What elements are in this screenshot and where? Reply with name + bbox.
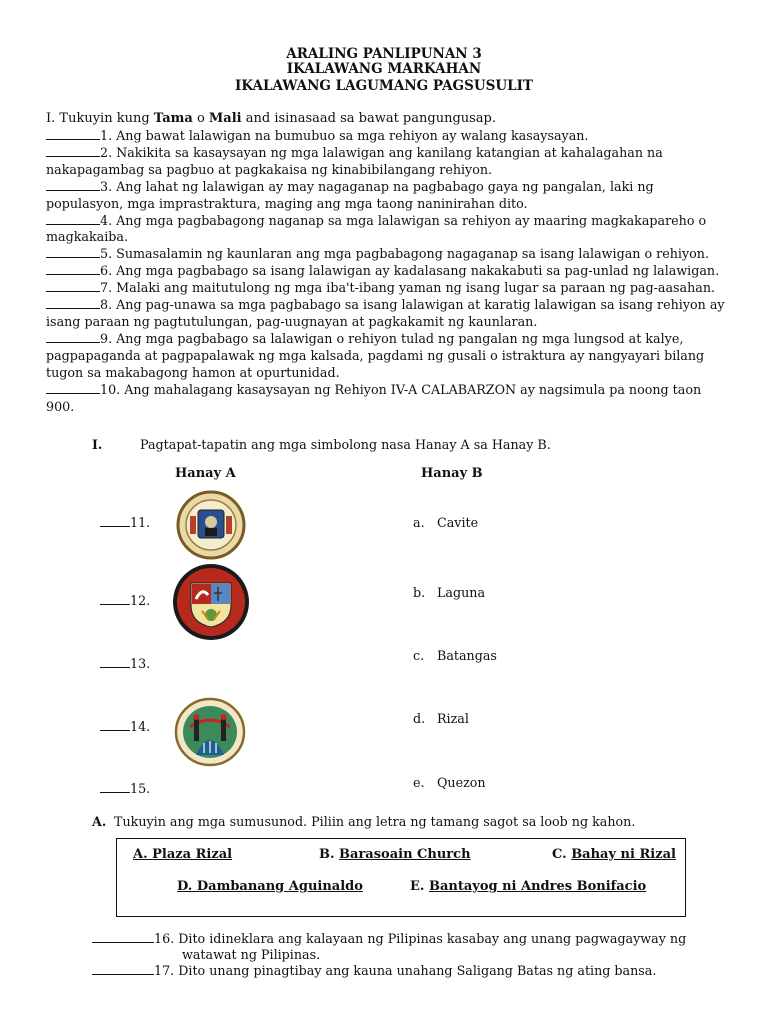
match-number: 11. <box>130 515 151 530</box>
item-number: 5. <box>100 246 113 262</box>
hanay-b-option <box>413 775 486 790</box>
option-name: Batangas <box>437 648 497 663</box>
item-number: 10. <box>100 381 121 397</box>
laguna-seal-icon <box>172 563 250 641</box>
answer-blank[interactable] <box>100 719 130 731</box>
item-number: 6. <box>100 263 113 279</box>
question-text: Dito unang pinagtibay ang kauna unahang Saligang Batas ng ating bansa. <box>174 963 657 978</box>
list-item <box>46 382 726 416</box>
item-number: 3. <box>100 178 113 194</box>
answer-blank[interactable] <box>46 145 100 157</box>
item-text: Ang mahalagang kasaysayan ng Rehiyon IV-A CALABARZON ay nagsimula pa noong taon 900. <box>46 381 702 414</box>
list-item <box>46 263 726 280</box>
item-text: Ang mga pagbabago sa lalawigan o rehiyon tulad ng pangalan ng mga lungsod at kalye, pagpapaganda at pagpapalawak ng mga kalsada, pagdami ng gusali o istraktura ay nangyayari bilang tugon sa makabagong hamon at opurtunidad. <box>46 330 705 380</box>
answer-blank[interactable] <box>92 931 154 943</box>
choice-letter: E. <box>410 879 425 894</box>
choice-letter: D. <box>177 879 193 894</box>
item-text: Ang lahat ng lalawigan ay may nagaganap na pagbabago gaya ng pangalan, laki ng populasyon, mga imprastraktura, maging ang mga taong naninirahan dito. <box>46 178 654 211</box>
match-item-15 <box>100 781 150 796</box>
choice-d <box>177 879 363 894</box>
instr-pre: I. Tukuyin kung <box>46 111 154 126</box>
item-text: Nakikita sa kasaysayan ng mga lalawigan ang kanilang katangian at kahalagahan na nakapagambag sa pagbuo at pagkakaisa ng kinabibilangang rehiyon. <box>46 144 663 177</box>
item-number: 8. <box>100 297 113 313</box>
title-test: IKALAWANG LAGUMANG PAGSUSULIT <box>235 78 533 94</box>
answer-blank[interactable] <box>46 179 100 191</box>
choice-name: Plaza Rizal <box>152 847 233 862</box>
instr-o: o <box>192 111 209 126</box>
instr-post: and isinasaad sa bawat pangungusap. <box>241 111 497 126</box>
option-letter: d. <box>413 711 426 726</box>
option-letter: e. <box>413 775 425 790</box>
hanay-b-header: Hanay B <box>421 466 483 481</box>
item-number: 7. <box>100 280 113 296</box>
answer-blank[interactable] <box>46 280 100 292</box>
instr-mali: Mali <box>208 111 242 126</box>
part1-instruction <box>46 111 496 126</box>
question-text: Dito idineklara ang kalayaan ng Pilipinas kasabay ang unang pagwagayway ng <box>174 931 687 946</box>
item-number: 4. <box>100 212 113 228</box>
part3-letter: A. <box>92 814 107 829</box>
item-text: Malaki ang maitutulong ng mga iba't-ibang yaman ng isang lugar sa paraan ng pag-aasahan. <box>112 280 716 296</box>
item-text: Ang bawat lalawigan na bumubuo sa mga rehiyon ay walang kasaysayan. <box>112 128 589 143</box>
option-name: Laguna <box>437 585 486 600</box>
cavite-seal-icon <box>176 490 246 560</box>
choice-name: Dambanang Aguinaldo <box>196 879 363 894</box>
choice-a <box>133 847 232 862</box>
match-number: 12. <box>130 593 151 608</box>
title-subject: ARALING PANLIPUNAN 3 <box>286 46 482 62</box>
item-number: 1. <box>100 128 113 143</box>
hanay-b-option <box>413 648 497 663</box>
answer-blank[interactable] <box>92 963 154 975</box>
instr-tama: Tama <box>153 111 193 126</box>
choice-letter: A. <box>133 847 148 862</box>
match-number: 13. <box>130 656 151 671</box>
choice-name: Bahay ni Rizal <box>571 847 676 862</box>
item-number: 9. <box>100 330 113 346</box>
answer-blank[interactable] <box>46 263 100 275</box>
answer-blank[interactable] <box>46 382 100 394</box>
list-item <box>46 280 726 297</box>
option-letter: c. <box>413 648 425 663</box>
answer-blank[interactable] <box>100 593 130 605</box>
answer-blank[interactable] <box>46 213 100 225</box>
true-false-list <box>46 128 726 415</box>
answer-blank[interactable] <box>46 246 100 258</box>
choice-name: Barasoain Church <box>339 847 471 862</box>
question-text-cont: watawat ng Pilipinas. <box>182 946 321 962</box>
part3-instruction <box>92 814 635 829</box>
hanay-a-header: Hanay A <box>175 466 236 481</box>
title-quarter: IKALAWANG MARKAHAN <box>286 61 482 77</box>
item-text: Sumasalamin ng kaunlaran ang mga pagbabagong nagaganap sa isang lalawigan o rehiyon. <box>112 246 709 262</box>
answer-blank[interactable] <box>100 656 130 668</box>
hanay-b-option <box>413 711 469 726</box>
item-text: Ang mga pagbabagong naganap sa mga lalawigan sa rehiyon ay maaring magkakapareho o magkakaiba. <box>46 212 707 245</box>
item-text: Ang mga pagbabago sa isang lalawigan ay kadalasang nakakabuti sa pag-unlad ng lalawigan. <box>112 263 720 279</box>
list-item <box>46 213 726 247</box>
match-number: 15. <box>130 781 151 796</box>
question-16 <box>92 931 686 962</box>
part2-numeral: I. <box>92 437 103 452</box>
list-item <box>46 331 726 382</box>
question-number: 16. <box>154 931 175 946</box>
option-letter: b. <box>413 585 426 600</box>
question-17 <box>92 963 656 979</box>
list-item <box>46 246 726 263</box>
answer-blank[interactable] <box>46 128 100 140</box>
match-item-11 <box>100 515 150 530</box>
hanay-b-option <box>413 585 485 600</box>
match-item-13 <box>100 656 150 671</box>
match-item-14 <box>100 719 150 734</box>
list-item <box>46 145 726 179</box>
hanay-b-option <box>413 515 478 530</box>
choice-name: Bantayog ni Andres Bonifacio <box>428 879 647 894</box>
answer-blank[interactable] <box>46 331 100 343</box>
item-text: Ang pag-unawa sa mga pagbabago sa isang lalawigan at karatig lalawigan sa isang rehiyon ay isang paraan ng pagtutulungan, pag-uugnayan at pagkakamit ng kaunlaran. <box>46 297 725 329</box>
match-number: 14. <box>130 719 151 734</box>
part2-text: Pagtapat-tapatin ang mga simbolong nasa Hanay A sa Hanay B. <box>140 437 551 452</box>
option-name: Rizal <box>437 711 469 726</box>
item-number: 2. <box>100 144 113 160</box>
part2-instruction <box>92 437 551 452</box>
option-letter: a. <box>413 515 425 530</box>
choice-e <box>410 879 646 894</box>
choice-b <box>319 847 471 862</box>
option-name: Quezon <box>437 775 486 790</box>
rizal-seal-icon <box>174 697 246 767</box>
choices-box <box>116 838 686 917</box>
part3-text: Tukuyin ang mga sumusunod. Piliin ang letra ng tamang sagot sa loob ng kahon. <box>114 814 636 829</box>
choice-letter: B. <box>319 847 335 862</box>
answer-blank[interactable] <box>46 297 100 309</box>
list-item <box>46 297 726 331</box>
list-item <box>46 179 726 213</box>
match-item-12 <box>100 593 150 608</box>
choice-c <box>552 847 676 862</box>
choice-letter: C. <box>552 847 567 862</box>
option-name: Cavite <box>437 515 479 530</box>
answer-blank[interactable] <box>100 781 130 793</box>
answer-blank[interactable] <box>100 515 130 527</box>
question-number: 17. <box>154 963 175 978</box>
list-item <box>46 128 726 145</box>
